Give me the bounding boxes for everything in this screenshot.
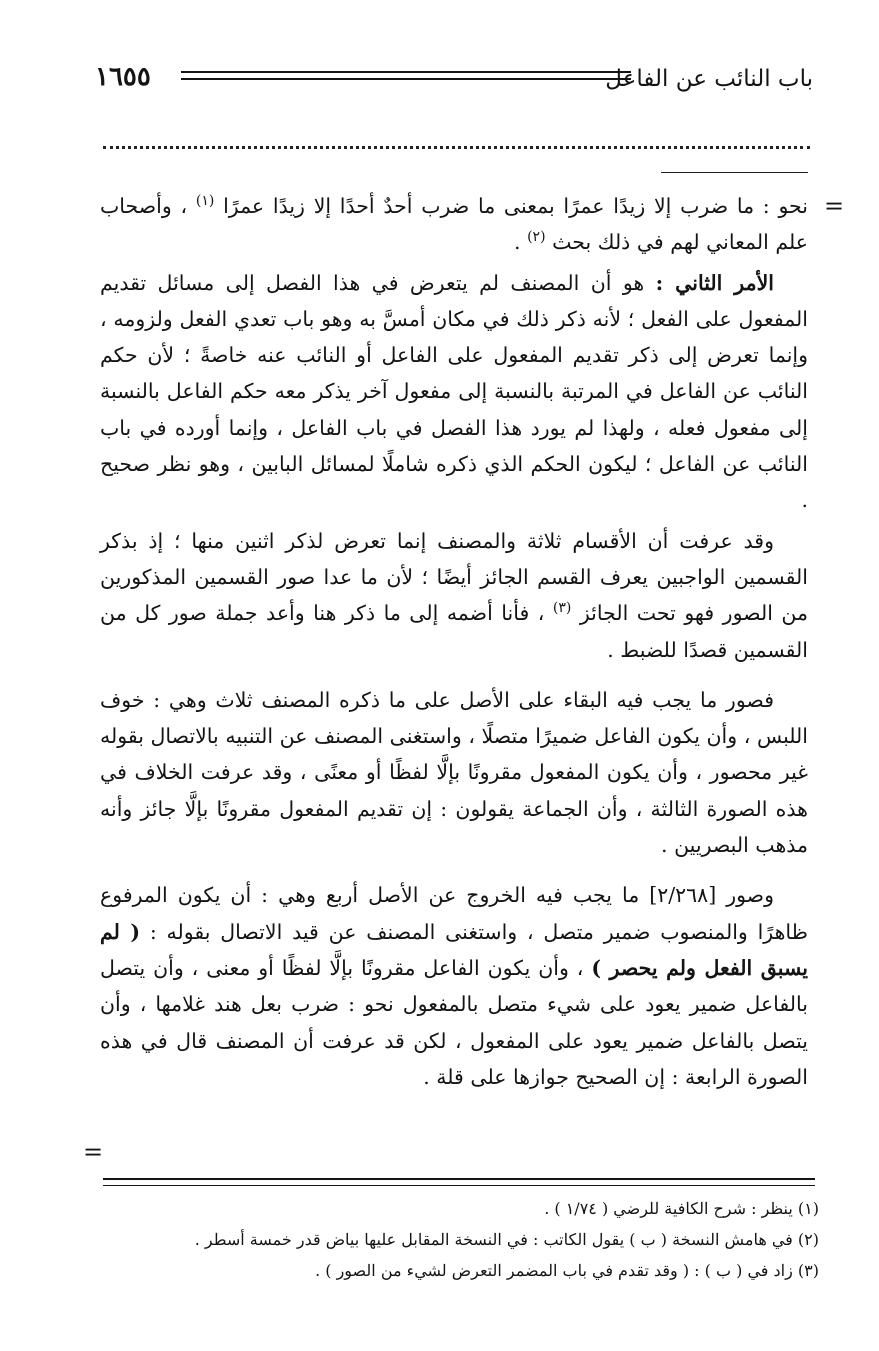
short-rule <box>661 172 808 173</box>
chapter-title: باب النائب عن الفاعل <box>605 66 813 92</box>
main-text <box>100 188 808 1095</box>
text-segment: . <box>514 230 521 255</box>
paragraph-1 <box>100 188 808 261</box>
footnote-separator <box>103 1178 815 1186</box>
footnotes <box>99 1193 819 1286</box>
paragraph-2 <box>100 265 808 519</box>
text-segment: وصور [٢/٢٦٨] ما يجب فيه الخروج عن الأصل أربع وهي : أن يكون المرفوع ظاهرًا والمنصوب ضمير متصل ، واستغنى المصنف عن قيد الاتصال بقوله : <box>100 883 808 944</box>
page-header <box>95 62 813 102</box>
paragraph-5 <box>100 877 808 1095</box>
paragraph-heading: الأمر الثاني : <box>655 270 774 295</box>
continuation-mark-top: = <box>824 192 845 220</box>
text-segment: ، وأن يكون الفاعل مقرونًا بإلَّا لفظًا أو معنى ، وأن يتصل بالفاعل ضمير يعود على شيء متصل بالمفعول نحو : ضرب بعل هند غلامها ، وأن يتصل بالفاعل ضمير يعود على المفعول ، لكن قد عرفت أن المصنف قال في هذه الصورة الرابعة : إن الصحيح جوازها على قلة . <box>100 955 808 1089</box>
page-number: ١٦٥٥ <box>95 62 151 92</box>
footnote-ref-2: (٢) <box>527 229 546 246</box>
paragraph-4: فصور ما يجب فيه البقاء على الأصل على ما ذكره المصنف ثلاث وهي : خوف اللبس ، وأن يكون الفاعل ضميرًا متصلًا ، واستغنى المصنف عن التنبيه بالاتصال بقوله غير محصور ، وأن يكون المفعول مقرونًا بإلَّا لفظًا أو معنًى ، وقد عرفت الخلاف في هذه الصورة الثالثة ، وأن الجماعة يقولون : إن تقديم المفعول مقرونًا بإلَّا جائز وأنه مذهب البصريين . <box>100 687 808 858</box>
footnote-3: (٣) زاد في ( ب ) : ( وقد تقدم في باب المضمر التعرض لشيء من الصور ) . <box>315 1261 819 1280</box>
footnote-ref-1: (١) <box>195 193 215 210</box>
footnote-2: (٢) في هامش النسخة ( ب ) يقول الكاتب : في النسخة المقابل عليها بياض قدر خمسة أسطر . <box>194 1230 819 1249</box>
text-segment: ، وأصحاب علم المعاني لهم في ذلك بحث <box>100 194 808 255</box>
dotted-separator <box>103 146 810 149</box>
quoted-verse: ( لم يسبق الفعل ولم يحصر ) <box>100 919 808 980</box>
text-segment: ، فأنا أضمه إلى ما ذكر هنا وأعد جملة صور كل من القسمين قصدًا للضبط . <box>100 601 808 662</box>
text-segment: نحو : ما ضرب إلا زيدًا عمرًا بمعنى ما ضرب أحدٌ أحدًا إلا زيدًا عمرًا <box>223 194 808 218</box>
footnote-1: (١) ينظر : شرح الكافية للرضي ( ١/٧٤ ) . <box>544 1199 819 1218</box>
text-segment: هو أن المصنف لم يتعرض في هذا الفصل إلى مسائل تقديم المفعول على الفعل ؛ لأنه ذكر ذلك في مكان أمسَّ به وهو باب تعدي الفعل ولزومه ، وإنما تعرض إلى ذكر تقديم المفعول على الفاعل أو النائب عنه خاصةً ؛ لأن حكم النائب عن الفاعل في المرتبة بالنسبة إلى مفعول آخر يذكر معه حكم الفاعل بالنسبة إلى مفعول فعله ، ولهذا لم يورد هذا الفصل في باب الفاعل ، وإنما أورده في باب النائب عن الفاعل ؛ ليكون الحكم الذي ذكره شاملًا لمسائل البابين ، وهو نظر صحيح . <box>100 270 808 513</box>
text-segment: وقد عرفت أن الأقسام ثلاثة والمصنف إنما تعرض لذكر اثنين منها ؛ إذ بذكر القسمين الواجبين يعرف القسم الجائز أيضًا ؛ لأن ما عدا صور القسمين المذكورين من الصور فهو تحت الجائز <box>100 528 808 626</box>
paragraph-3 <box>100 523 808 668</box>
footnote-ref-3: (٣) <box>552 600 572 617</box>
continuation-mark-bottom: = <box>83 1138 104 1166</box>
header-double-rule <box>181 71 631 80</box>
